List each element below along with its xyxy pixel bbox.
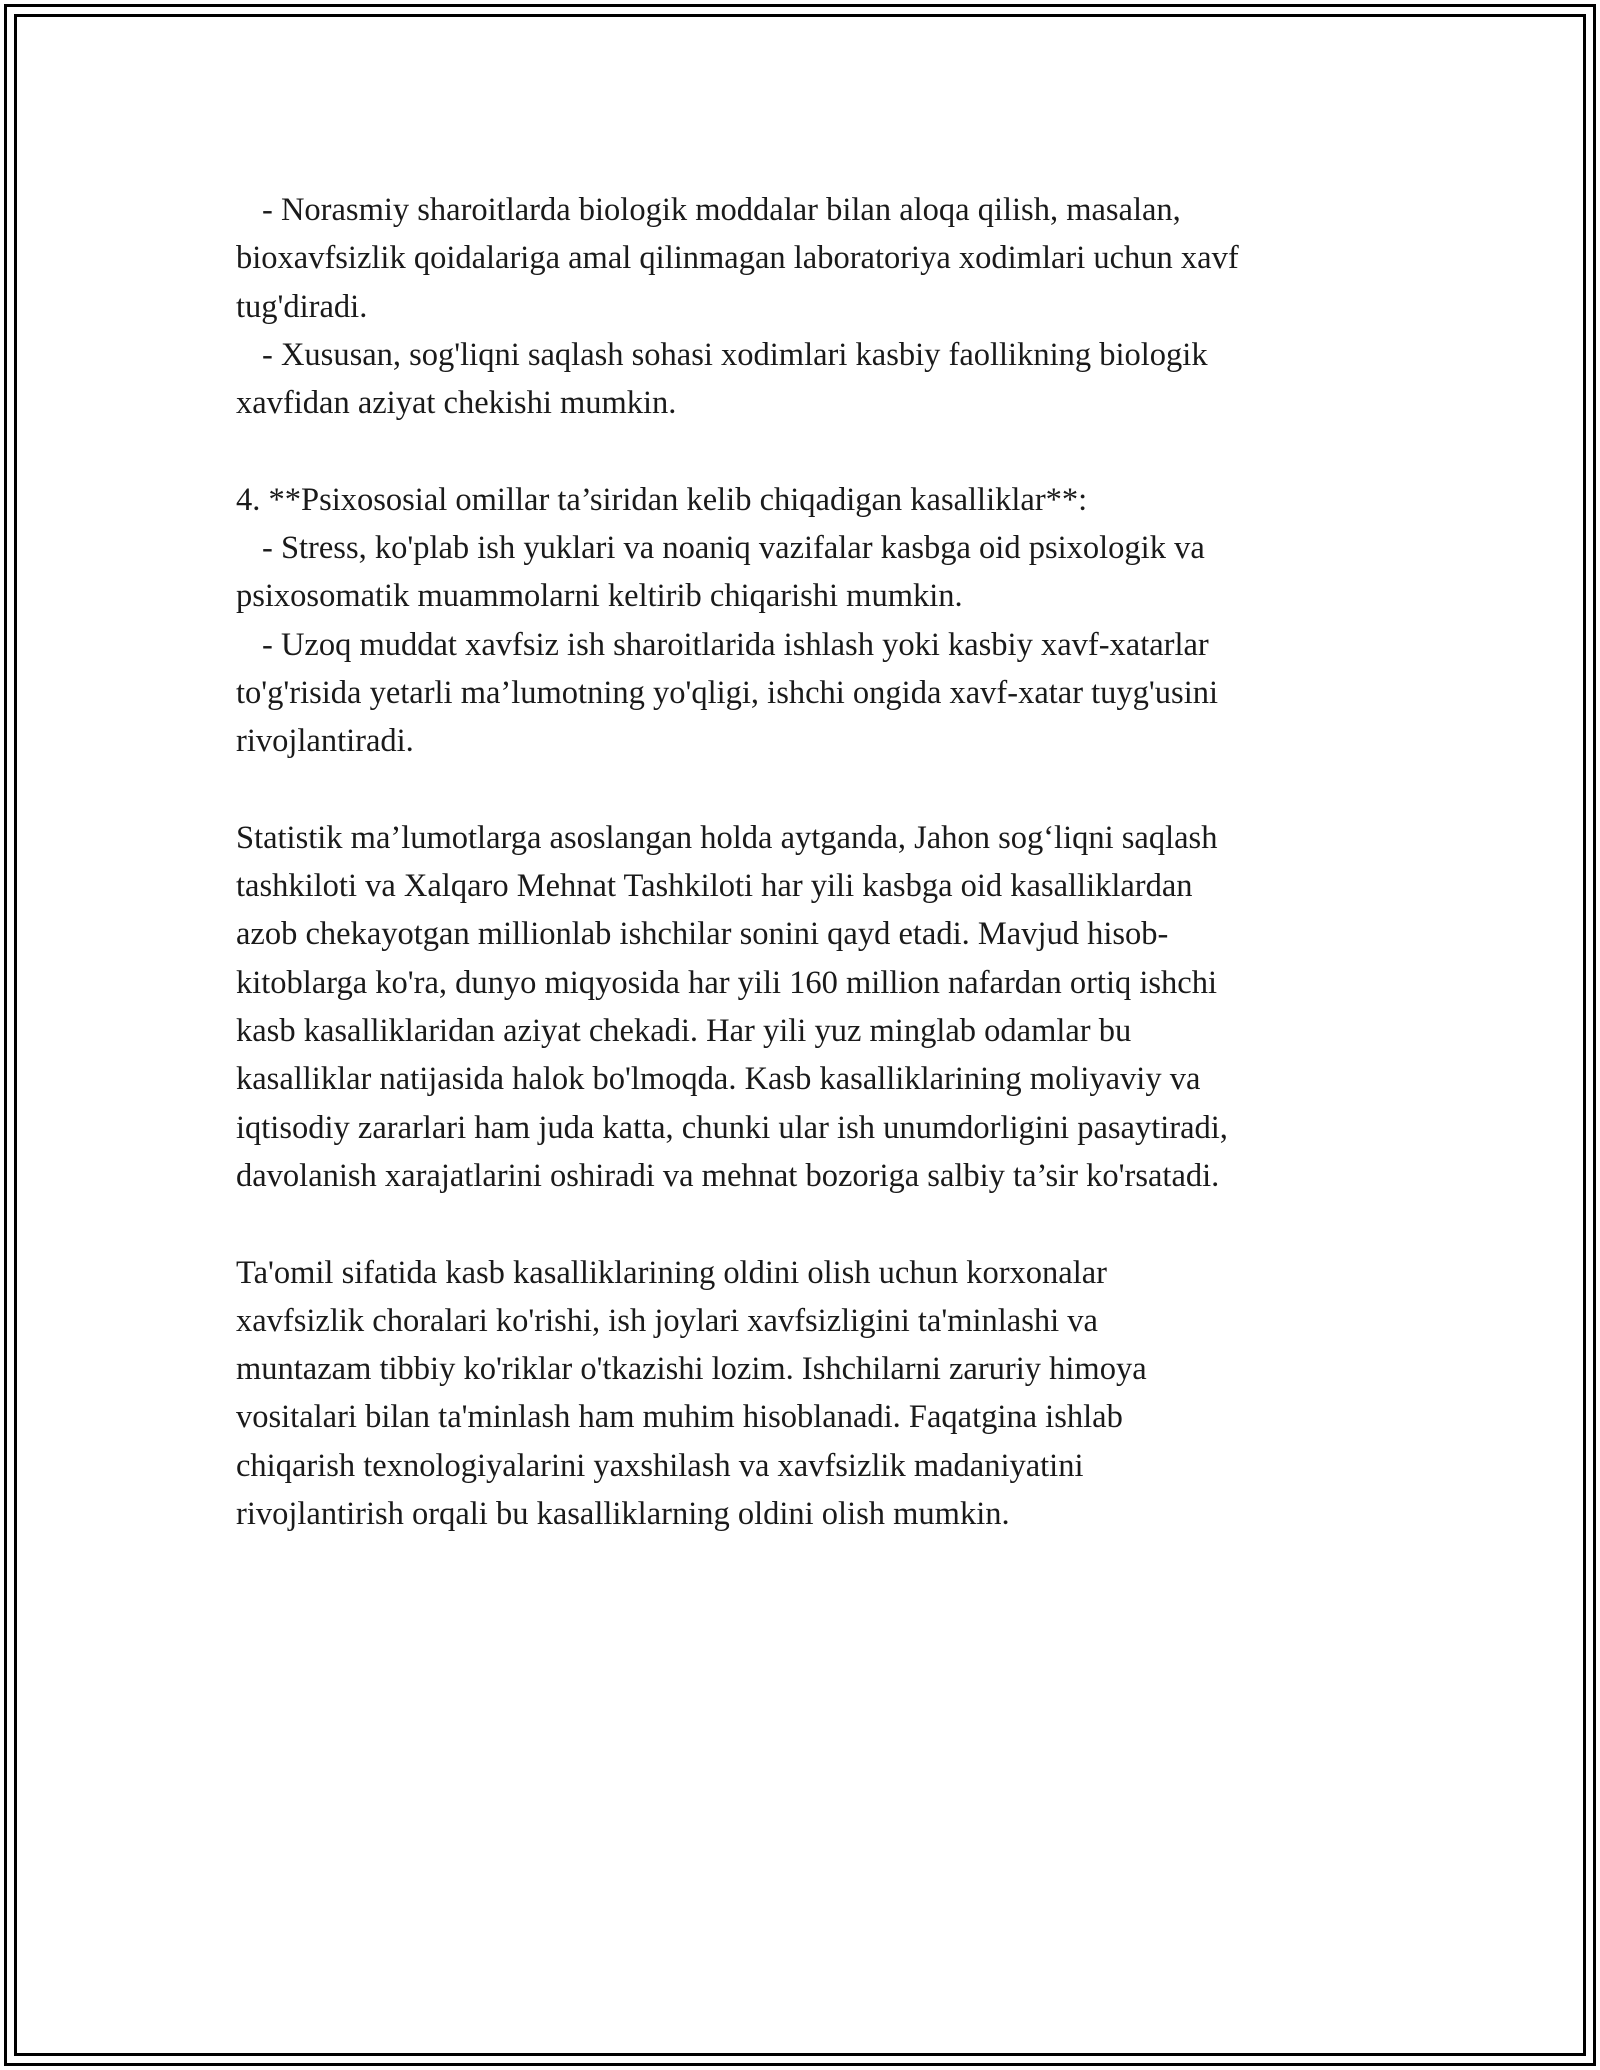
text-line: vositalari bilan ta'minlash ham muhim hisoblanadi. Faqatgina ishlab <box>236 1399 1123 1436</box>
text-line: iqtisodiy zararlari ham juda katta, chunki ular ish unumdorligini pasaytiradi, <box>236 1109 1228 1146</box>
text-line: psixosomatik muammolarni keltirib chiqarishi mumkin. <box>236 578 963 615</box>
text-line: tashkiloti va Xalqaro Mehnat Tashkiloti har yili kasbga oid kasalliklardan <box>236 868 1193 905</box>
text-line: to'g'risida yetarli ma’lumotning yo'qligi, ishchi ongida xavf-xatar tuyg'usini <box>236 674 1218 711</box>
section3-item2 <box>236 331 1386 428</box>
text-line: kasalliklar natijasida halok bo'lmoqda. Kasb kasalliklarining moliyaviy va <box>236 1061 1201 1098</box>
text-line: Ta'omil sifatida kasb kasalliklarining oldini olish uchun korxonalar <box>236 1254 1107 1291</box>
text-line: Statistik ma’lumotlarga asoslangan holda aytganda, Jahon sog‘liqni saqlash <box>236 819 1218 856</box>
text-line: xavfsizlik choralari ko'rishi, ish joylari xavfsizligini ta'minlashi va <box>236 1302 1098 1339</box>
text-line: rivojlantiradi. <box>236 723 414 760</box>
document-body <box>236 186 1386 1538</box>
text-line: kasb kasalliklaridan aziyat chekadi. Har yili yuz minglab odamlar bu <box>236 1013 1132 1050</box>
text-line: - Norasmiy sharoitlarda biologik moddalar bilan aloqa qilish, masalan, <box>262 192 1181 228</box>
text-line: azob chekayotgan millionlab ishchilar sonini qayd etadi. Mavjud hisob- <box>236 916 1169 953</box>
text-line: - Xususan, sog'liqni saqlash sohasi xodimlari kasbiy faollikning biologik <box>262 336 1208 373</box>
text-line: kitoblarga ko'ra, dunyo miqyosida har yili 160 million nafardan ortiq ishchi <box>236 964 1217 1001</box>
paragraph-gap <box>236 766 1386 814</box>
section4 <box>236 476 1386 766</box>
text-line: - Stress, ko'plab ish yuklari va noaniq vazifalar kasbga oid psixologik va <box>262 530 1205 567</box>
text-line: chiqarish texnologiyalarini yaxshilash va xavfsizlik madaniyatini <box>236 1447 1084 1484</box>
paragraph-gap <box>236 1200 1386 1248</box>
text-line: tug'diradi. <box>236 288 368 325</box>
conclusion-paragraph <box>236 1249 1386 1539</box>
text-line: - Uzoq muddat xavfsiz ish sharoitlarida ishlash yoki kasbiy xavf-xatarlar <box>262 626 1209 663</box>
text-line: bioxavfsizlik qoidalariga amal qilinmagan laboratoriya xodimlari uchun xavf <box>236 240 1239 277</box>
statistics-paragraph <box>236 814 1386 1200</box>
text-line: davolanish xarajatlarini oshiradi va mehnat bozoriga salbiy ta’sir ko'rsatadi. <box>236 1157 1220 1194</box>
paragraph-gap <box>236 427 1386 475</box>
section4-heading: 4. **Psixososial omillar ta’siridan kelib chiqadigan kasalliklar**: <box>236 481 1088 518</box>
text-line: xavfidan aziyat chekishi mumkin. <box>236 385 677 422</box>
text-line: rivojlantirish orqali bu kasalliklarning oldini olish mumkin. <box>236 1496 1010 1533</box>
text-line: muntazam tibbiy ko'riklar o'tkazishi lozim. Ishchilarni zaruriy himoya <box>236 1351 1147 1388</box>
section3-item1 <box>236 186 1386 331</box>
